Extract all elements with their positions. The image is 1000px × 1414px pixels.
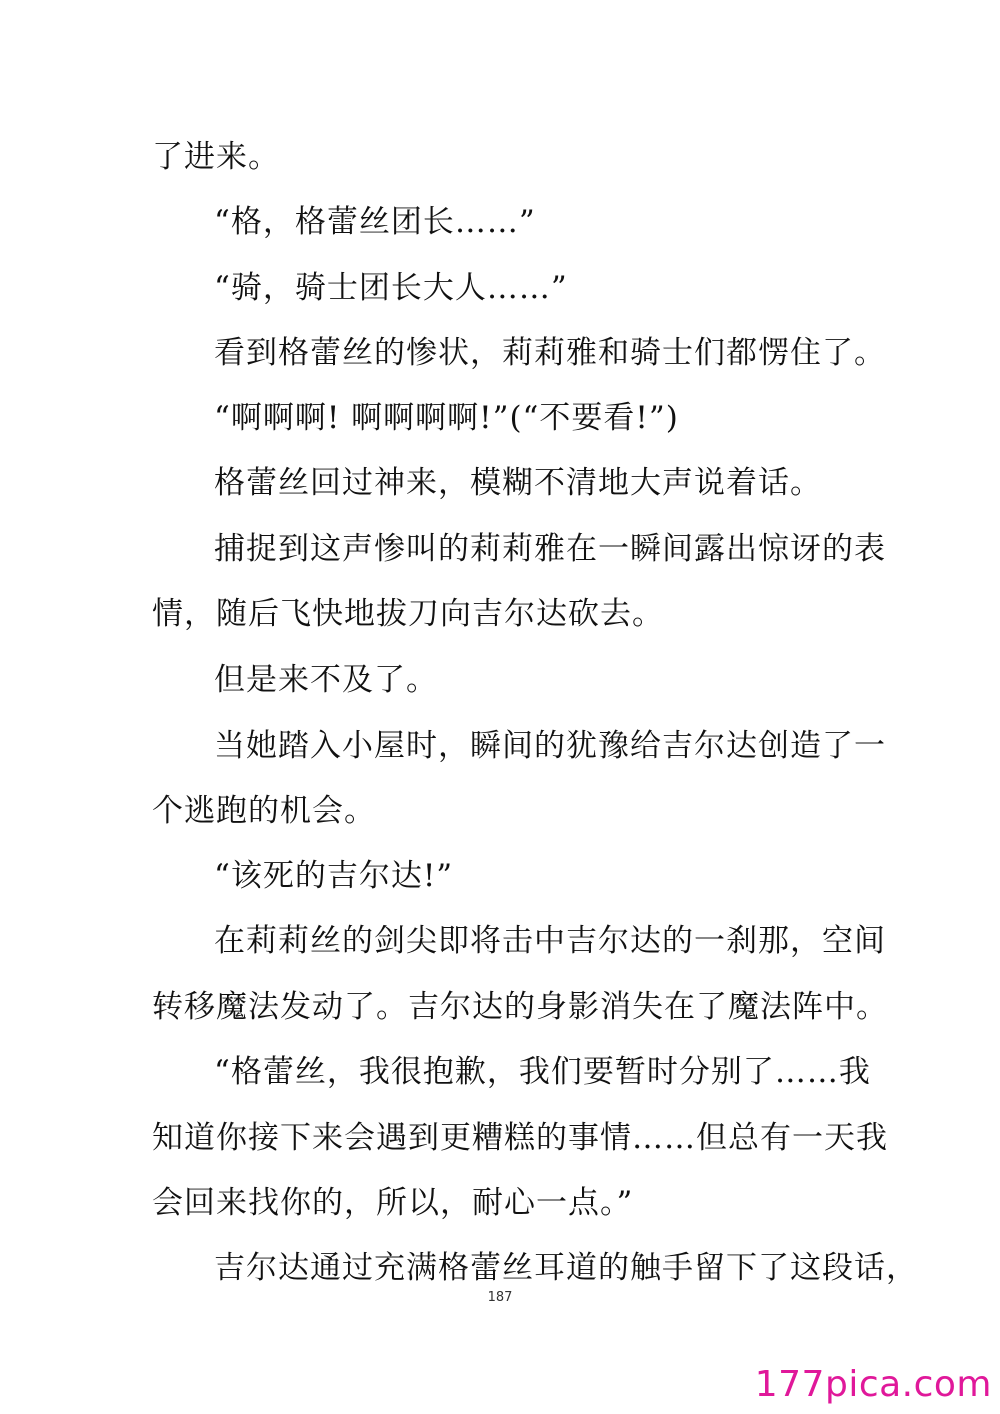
page-number: 187	[487, 1290, 513, 1305]
text-line: 吉尔达通过充满格蕾丝耳道的触手留下了这段话，	[214, 1250, 918, 1286]
text-line: 知道你接下来会遇到更糟糕的事情……但总有一天我	[152, 1120, 888, 1156]
text-line: 在莉莉丝的剑尖即将击中吉尔达的一刹那，空间	[214, 923, 886, 959]
text-line: “啊啊啊! 啊啊啊啊!”(“不要看!”)	[214, 400, 679, 436]
watermark: 177pica.com	[754, 1364, 992, 1405]
text-line: “格，格蕾丝团长……”	[214, 204, 536, 240]
text-line: 当她踏入小屋时，瞬间的犹豫给吉尔达创造了一	[214, 728, 886, 764]
text-line: 个逃跑的机会。	[152, 793, 376, 829]
text-line: 但是来不及了。	[214, 662, 438, 698]
text-line: 捕捉到这声惨叫的莉莉雅在一瞬间露出惊讶的表	[214, 531, 886, 567]
text-line: “骑，骑士团长大人……”	[214, 270, 568, 306]
text-line: 会回来找你的，所以，耐心一点。”	[152, 1185, 634, 1221]
text-line: 情，随后飞快地拔刀向吉尔达砍去。	[152, 596, 664, 632]
text-line: 看到格蕾丝的惨状，莉莉雅和骑士们都愣住了。	[214, 335, 886, 371]
text-line: 了进来。	[152, 139, 280, 175]
text-line: 格蕾丝回过神来，模糊不清地大声说着话。	[214, 465, 822, 501]
text-line: “格蕾丝，我很抱歉，我们要暂时分别了……我	[214, 1054, 871, 1090]
text-line: 转移魔法发动了。吉尔达的身影消失在了魔法阵中。	[152, 989, 888, 1025]
text-line: “该死的吉尔达!”	[214, 858, 454, 894]
